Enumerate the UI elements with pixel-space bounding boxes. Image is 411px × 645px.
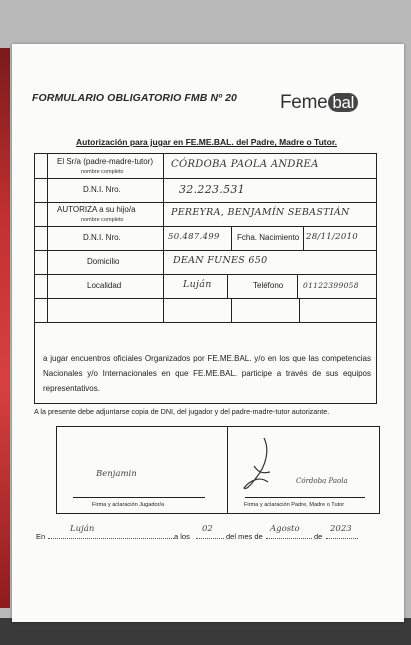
phone-label: Teléfono	[253, 281, 284, 290]
parent-signature-caption: Firma y aclaración Padre, Madre o Tutor	[244, 502, 345, 508]
child-name-field[interactable]: PEREYRA, BENJAMÍN SEBASTIÁN	[171, 207, 350, 218]
birth-label: Fcha. Nacimiento	[237, 233, 300, 242]
dni-field[interactable]: 32.223.531	[179, 183, 245, 196]
child-sublabel: nombre completo	[81, 217, 124, 223]
dni-label: D.N.I. Nro.	[83, 185, 121, 194]
footer-place-field[interactable]: Luján	[70, 524, 95, 534]
footer-mes-label: del mes de	[226, 532, 263, 541]
parent-label: El Sr/a (padre-madre-tutor)	[57, 157, 154, 166]
logo-bal: bal	[328, 93, 358, 112]
player-signature-caption: Firma y aclaración Jugador/a	[92, 502, 165, 508]
logo-text: Feme	[280, 92, 328, 113]
address-field[interactable]: DEAN FUNES 650	[173, 255, 268, 266]
child-dni-label: D.N.I. Nro.	[83, 233, 121, 242]
attachment-note: A la presente debe adjuntarse copia de DNI, del jugador y del padre-madre-tutor autorizante.	[34, 407, 330, 416]
footer-a-los-label: a los	[174, 532, 190, 541]
child-label: AUTORIZA a su hijo/a	[57, 205, 136, 214]
footer-day-field[interactable]: 02	[202, 524, 213, 534]
birth-date-field[interactable]: 28/11/2010	[306, 232, 358, 242]
parent-sublabel: nombre completo	[81, 169, 124, 175]
authorization-form-table	[34, 153, 377, 404]
child-dni-field[interactable]: 50.487.499	[168, 232, 220, 242]
city-field[interactable]: Luján	[183, 279, 212, 290]
authorization-title: Autorización para jugar en FE.ME.BAL. del Padre, Madre o Tutor.	[76, 137, 338, 147]
address-label: Domicilio	[87, 257, 120, 266]
femebal-logo	[280, 92, 358, 114]
parent-signature-mark	[240, 436, 280, 494]
player-signature: Benjamin	[96, 469, 137, 479]
footer-year-field[interactable]: 2023	[330, 524, 352, 534]
parent-name-field[interactable]: CÓRDOBA PAOLA ANDREA	[171, 159, 319, 170]
authorization-paragraph: a jugar encuentros oficiales Organizados por FE.ME.BAL. y/o en los que las competencias Nacionales y/o Internacionales en que FE.ME.BAL. participe a través de sus equipos representativos.	[43, 354, 371, 393]
background-red-object	[0, 48, 10, 608]
footer-de-label: de	[314, 532, 323, 541]
form-page	[12, 44, 404, 622]
parent-signature: Córdoba Paola	[296, 477, 348, 485]
footer-en-label: En	[36, 532, 46, 541]
city-label: Localidad	[87, 281, 122, 290]
form-title: FORMULARIO OBLIGATORIO FMB Nº 20	[32, 92, 237, 104]
footer-month-field[interactable]: Agosto	[270, 524, 300, 534]
phone-field[interactable]: 01122399058	[303, 281, 359, 290]
background-surface	[0, 618, 411, 645]
